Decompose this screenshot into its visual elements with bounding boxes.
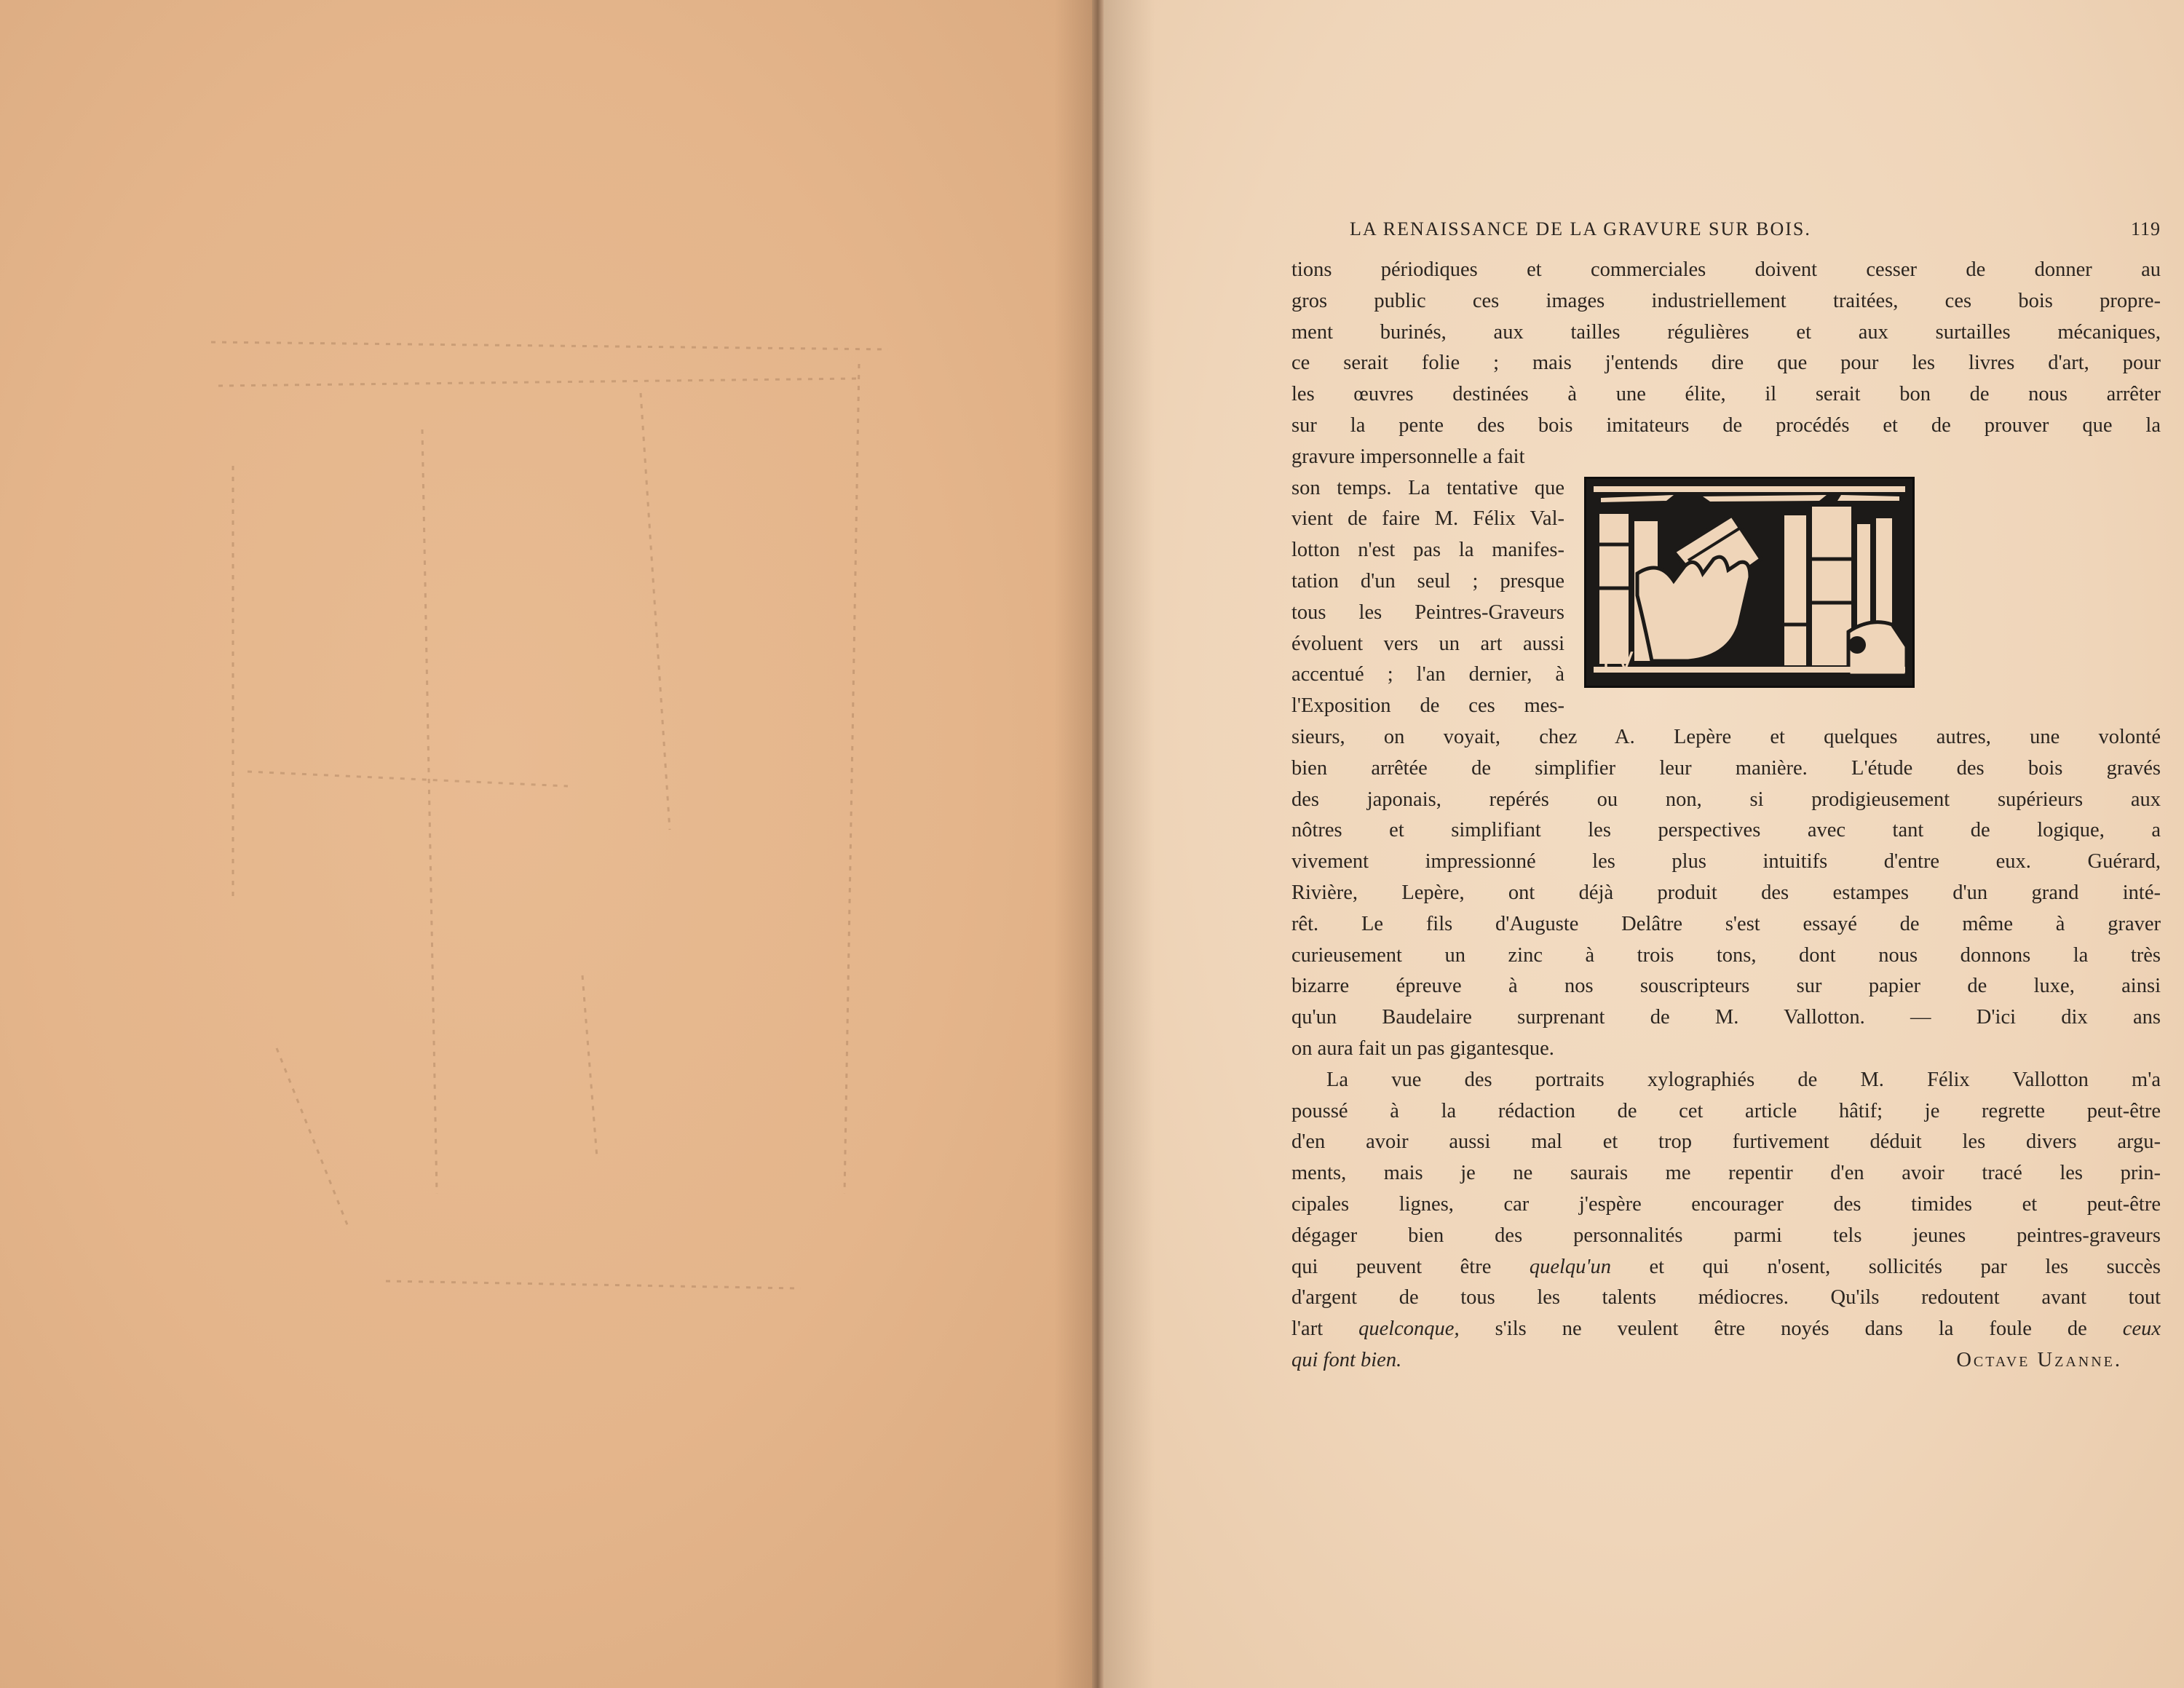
text-line: ments, mais je ne saurais me repentir d'en avoir tracé les prin- [1291,1162,2161,1185]
italic-word: ceux [2122,1317,2161,1341]
text-span: et qui n'osent, sollicités par les succès [1611,1255,2161,1278]
text-line: l'Exposition de ces mes- [1291,694,1564,718]
text-line: vivement impressionné les plus intuitifs d'entre eux. Guérard, [1291,850,2161,873]
text-line: curieusement un zinc à trois tons, dont nous donnons la très [1291,943,2161,967]
body-text [1291,255,2161,1376]
bleed-through-ghost [204,320,903,1296]
text-line: bien arrêtée de simplifier leur manière. L'étude des bois gravés [1291,756,2161,780]
text-line: sur la pente des bois imitateurs de procédés et de prouver que la [1291,413,2161,437]
text-line: cipales lignes, car j'espère encourager des timides et peut-être [1291,1192,2161,1216]
text-line: tous les Peintres-Graveurs [1291,601,1564,624]
running-head [1350,218,2161,247]
text-line: La vue des portraits xylographiés de M. Félix Vallotton m'a [1326,1068,2161,1091]
text-line: rêt. Le fils d'Auguste Delâtre s'est essayé de même à graver [1291,912,2161,935]
text-line: d'argent de tous les talents médiocres. Qu'ils redoutent avant tout [1291,1286,2161,1309]
author-signature: Octave Uzanne. [1956,1348,2122,1371]
text-line [1291,1314,2161,1345]
text-line: sieurs, on voyait, chez A. Lepère et quelques autres, une volonté [1291,725,2161,748]
woodcut-image [1586,479,1912,686]
text-line: gros public ces images industriellement traitées, ces bois propre- [1291,289,2161,312]
text-line: dégager bien des personnalités parmi tels jeunes peintres-graveurs [1291,1224,2161,1247]
text-line: bizarre épreuve à nos souscripteurs sur papier de luxe, ainsi [1291,975,2161,998]
text-line: ce serait folie ; mais j'entends dire que pour les livres d'art, pour [1291,352,2161,375]
woodcut-illustration [1584,477,1915,688]
right-gutter-shadow [1104,0,1155,1688]
text-line: ment burinés, aux tailles régulières et aux surtailles mécaniques, [1291,320,2161,344]
text-span: l'art [1291,1317,1359,1341]
text-line: poussé à la rédaction de cet article hâtif; je regrette peut-être [1291,1099,2161,1122]
closing-line [1291,1345,2122,1376]
text-line: on aura fait un pas gigantesque. [1291,1037,1554,1060]
text-line: des japonais, repérés ou non, si prodigieusement supérieurs aux [1291,788,2161,811]
book-gutter [1092,0,1104,1688]
text-line: les œuvres destinées à une élite, il serait bon de nous arrêter [1291,383,2161,406]
text-line: qu'un Baudelaire surprenant de M. Vallotton. — D'ici dix ans [1291,1006,2161,1029]
text-span: qui peuvent être [1291,1255,1530,1278]
text-line: tions périodiques et commerciales doivent cesser de donner au [1291,258,2161,281]
page-number: 119 [2130,218,2161,239]
italic-word: qui font bien. [1291,1348,1402,1371]
text-line: nôtres et simplifiant les perspectives avec tant de logique, a [1291,819,2161,842]
text-line: d'en avoir aussi mal et trop furtivement déduit les divers argu- [1291,1130,2161,1154]
italic-word: quelconque, [1358,1317,1460,1341]
text-line: son temps. La tentative que [1291,476,1564,499]
text-line: évoluent vers un art aussi [1291,632,1564,655]
text-line: tation d'un seul ; presque [1291,569,1564,593]
italic-word: quelqu'un [1529,1255,1612,1278]
running-head-title: LA RENAISSANCE DE LA GRAVURE SUR BOIS. [1350,218,1811,239]
left-gutter-shadow [1054,0,1098,1688]
text-line: Rivière, Lepère, ont déjà produit des estampes d'un grand inté- [1291,881,2161,904]
text-line: accentué ; l'an dernier, à [1291,663,1564,686]
text-line: gravure impersonnelle a fait [1291,445,1525,468]
text-span: s'ils ne veulent être noyés dans la foule de [1459,1317,2123,1341]
woodcut-monogram: FV [1602,647,1634,676]
text-line: vient de faire M. Félix Val- [1291,507,1564,531]
text-line [1291,1252,2161,1283]
right-page [1104,0,2184,1688]
text-line: lotton n'est pas la manifes- [1291,539,1564,562]
